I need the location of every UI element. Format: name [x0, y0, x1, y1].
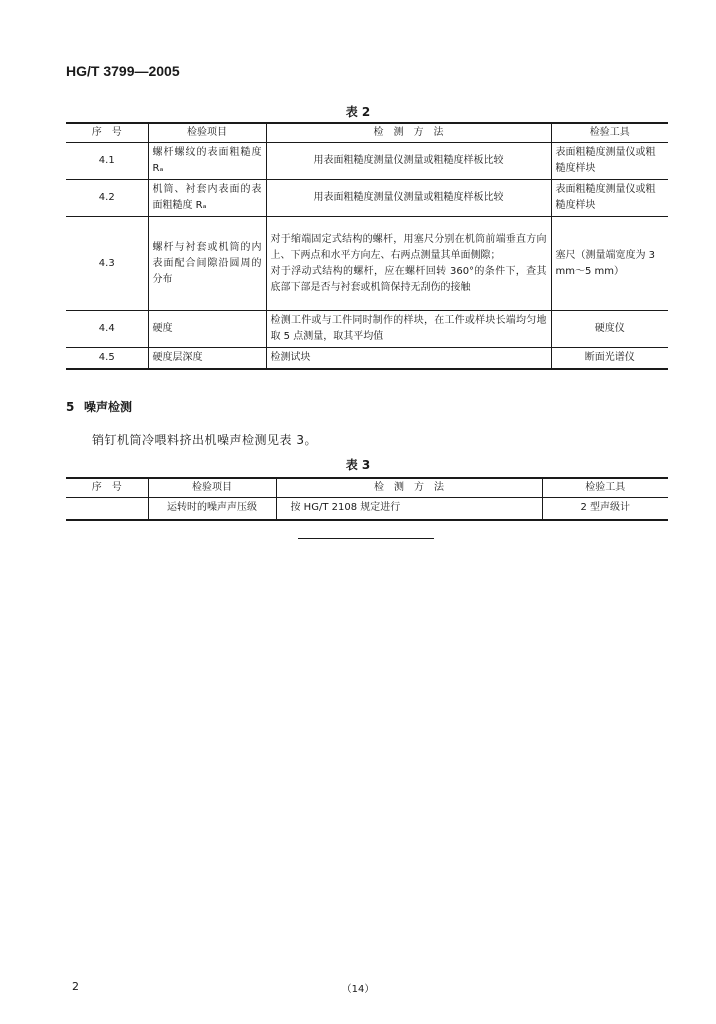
end-rule — [298, 538, 434, 539]
column-header-seq: 序 号 — [66, 478, 148, 498]
method-paragraph-1: 对于缩端固定式结构的螺杆，用塞尺分别在机筒前端垂直方向上、下两点和水平方向左、右两点测量其单面侧隙； — [270, 233, 547, 261]
cell-seq — [66, 498, 148, 520]
table-3-title: 表 3 — [345, 458, 371, 472]
column-header-tool: 检验工具 — [551, 123, 668, 143]
column-header-method: 检 测 方 法 — [276, 478, 542, 498]
table-header-row — [66, 123, 668, 143]
cell-seq: 4.1 — [66, 143, 148, 180]
table-row — [66, 217, 668, 311]
table-row — [66, 348, 668, 370]
page-number: 2 — [72, 980, 79, 993]
standard-code: HG/T 3799—2005 — [66, 63, 180, 79]
section-title: 噪声检测 — [84, 400, 133, 414]
cell-method: 按 HG/T 2108 规定进行 — [276, 498, 542, 520]
cell-item: 运转时的噪声声压级 — [148, 498, 276, 520]
column-header-seq: 序 号 — [66, 123, 148, 143]
cell-item: 硬度层深度 — [148, 348, 266, 370]
cell-method — [266, 217, 551, 311]
cell-tool: 塞尺（测量端宽度为 3 mm～5 mm） — [551, 217, 668, 311]
cell-method: 检测工件或与工件同时制作的样块，在工件或样块长端均匀地取 5 点测量，取其平均值 — [266, 311, 551, 348]
method-paragraph-2: 对于浮动式结构的螺杆，应在螺杆回转 360°的条件下，查其底部下部是否与衬套或机筒保持无刮伤的接触 — [270, 265, 547, 293]
cell-seq: 4.2 — [66, 180, 148, 217]
table-header-row — [66, 478, 668, 498]
section-paragraph: 销钉机筒冷喂料挤出机噪声检测见表 3。 — [92, 433, 317, 447]
cell-method: 用表面粗糙度测量仪测量或粗糙度样板比较 — [266, 180, 551, 217]
cell-tool: 断面光谱仪 — [551, 348, 668, 370]
cell-seq: 4.4 — [66, 311, 148, 348]
sequence-number: （14） — [341, 984, 375, 995]
table-row — [66, 180, 668, 217]
cell-item: 螺杆螺纹的表面粗糙度 Rₐ — [148, 143, 266, 180]
table-row — [66, 311, 668, 348]
table-3 — [66, 477, 668, 521]
cell-tool: 硬度仪 — [551, 311, 668, 348]
column-header-method: 检 测 方 法 — [266, 123, 551, 143]
column-header-item: 检验项目 — [148, 123, 266, 143]
column-header-tool: 检验工具 — [542, 478, 668, 498]
cell-item: 硬度 — [148, 311, 266, 348]
cell-tool: 表面粗糙度测量仪或粗糙度样块 — [551, 143, 668, 180]
section-heading — [66, 398, 132, 415]
cell-tool: 2 型声级计 — [542, 498, 668, 520]
cell-seq: 4.5 — [66, 348, 148, 370]
column-header-item: 检验项目 — [148, 478, 276, 498]
table-row — [66, 143, 668, 180]
section-number: 5 — [66, 400, 75, 414]
cell-tool: 表面粗糙度测量仪或粗糙度样块 — [551, 180, 668, 217]
cell-method: 检测试块 — [266, 348, 551, 370]
cell-item: 机筒、衬套内表面的表面粗糙度 Rₐ — [148, 180, 266, 217]
cell-method: 用表面粗糙度测量仪测量或粗糙度样板比较 — [266, 143, 551, 180]
table-2-title: 表 2 — [345, 105, 371, 119]
table-2 — [66, 122, 668, 370]
cell-seq: 4.3 — [66, 217, 148, 311]
cell-item: 螺杆与衬套或机筒的内表面配合间隙沿圆周的分布 — [148, 217, 266, 311]
table-row — [66, 498, 668, 520]
